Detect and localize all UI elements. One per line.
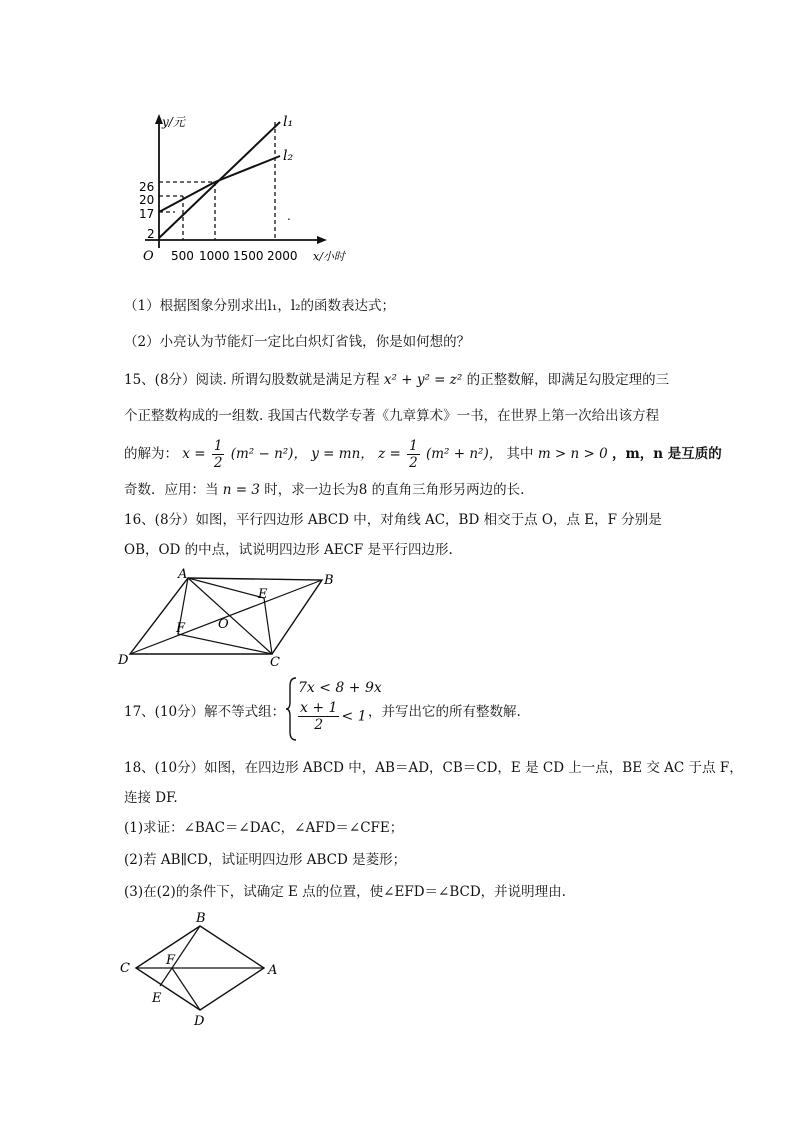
y-formula: y = mn， <box>311 446 374 462</box>
q15-line3 <box>124 436 722 472</box>
x-formula-rhs: (m² − n²)， <box>230 446 307 462</box>
vertex-label-d: D <box>118 653 129 668</box>
x-formula-lhs: x = <box>182 446 206 462</box>
point-label-f: F <box>166 953 176 968</box>
q15-text: 奇数．应用：当 <box>124 482 219 498</box>
q16-line2: OB，OD 的中点，试说明四边形 AECF 是平行四边形. <box>124 542 453 558</box>
point-label-e: E <box>152 991 162 1006</box>
point-label-e: E <box>258 587 268 602</box>
q15-text: 的解为： <box>124 446 178 462</box>
x-tick-label: 500 <box>171 249 194 263</box>
x-tick-label: 2000 <box>267 249 298 263</box>
q15-text: 其中 <box>506 446 534 462</box>
inequality-1: 7x < 8 + 9x <box>298 680 382 696</box>
q15-text: 的正整数解，即满足勾股定理的三 <box>466 372 670 388</box>
n-value: n = 3 <box>222 482 260 498</box>
q18-part2: (2)若 AB∥CD，试证明四边形 ABCD 是菱形； <box>124 852 407 868</box>
z-formula-lhs: z = <box>378 446 401 462</box>
fraction-half: $\frac{1}{2}$ <box>409 438 418 471</box>
svg-text:.: . <box>287 209 291 223</box>
z-formula-rhs: (m² + n²)， <box>425 446 503 462</box>
pythagorean-equation: x² + y² = z² <box>383 372 463 388</box>
q18-line1: 18、(10分）如图，在四边形 ABCD 中，AB＝AD，CB＝CD，E 是 CD 上一点，BE 交 AC 于点 F， <box>124 760 743 776</box>
vertex-label-c: C <box>270 655 280 668</box>
point-label-o: O <box>218 617 229 632</box>
q14-part1: （1）根据图象分别求出l₁，l₂的函数表达式； <box>124 298 396 314</box>
condition: m > n > 0 <box>537 446 608 462</box>
function-graph <box>115 108 375 278</box>
point-label-f: F <box>176 621 186 636</box>
parallelogram-figure <box>114 566 344 668</box>
vertex-label-b: B <box>196 911 206 926</box>
fraction: $\frac{x + 1}{2}$ <box>300 700 338 733</box>
y-tick-label: 20 <box>139 193 155 207</box>
q17-prefix: 17、(10分）解不等式组： <box>124 704 286 720</box>
y-tick-label: 17 <box>139 207 155 221</box>
y-tick-label: 2 <box>147 227 155 241</box>
q15-text: ，m，n 是互质的 <box>612 446 722 462</box>
inequality-system <box>286 676 382 742</box>
y-tick-label: 26 <box>139 180 155 194</box>
x-tick-label: 1500 <box>233 249 264 263</box>
vertex-label-a: A <box>178 567 188 582</box>
q15-line1 <box>124 370 669 390</box>
line-l2-label: l₂ <box>283 148 294 164</box>
vertex-label-a: A <box>268 963 278 978</box>
q15-line4 <box>124 480 524 500</box>
vertex-label-c: C <box>120 961 130 976</box>
rhombus-figure <box>114 908 284 1030</box>
q18-part1: (1)求证：∠BAC＝∠DAC，∠AFD＝∠CFE； <box>124 820 404 836</box>
origin-label: O <box>143 249 154 264</box>
q17-suffix: ，并写出它的所有整数解. <box>368 704 521 720</box>
q14-part2: （2）小亮认为节能灯一定比白炽灯省钱，你是如何想的？ <box>124 334 471 350</box>
line-l1-label: l₁ <box>283 114 294 130</box>
y-axis-label: y/元 <box>162 115 185 129</box>
q18-part3: (3)在(2)的条件下，试确定 E 点的位置，使∠EFD＝∠BCD，并说明理由. <box>124 884 566 900</box>
q15-line2: 个正整数构成的一组数. 我国古代数学专著《九章算术》一书，在世界上第一次给出该方程 <box>124 408 660 424</box>
q15-text: 15、(8分）阅读. 所谓勾股数就是满足方程 <box>124 372 380 388</box>
q15-text: 时，求一边长为8 的直角三角形另两边的长. <box>264 482 525 498</box>
vertex-label-d: D <box>194 1014 205 1029</box>
q16-line1: 16、(8分）如图，平行四边形 ABCD 中，对角线 AC，BD 相交于点 O，点 E，F 分别是 <box>124 512 662 528</box>
vertex-label-b: B <box>324 573 334 588</box>
q18-line2: 连接 DF. <box>124 790 178 806</box>
x-tick-label: 1000 <box>199 249 230 263</box>
fraction-half: $\frac{1}{2}$ <box>213 438 223 471</box>
inequality-2: $\frac{x + 1}{2}$ < 1 <box>300 700 367 733</box>
x-axis-label: x/小时 <box>313 250 345 263</box>
